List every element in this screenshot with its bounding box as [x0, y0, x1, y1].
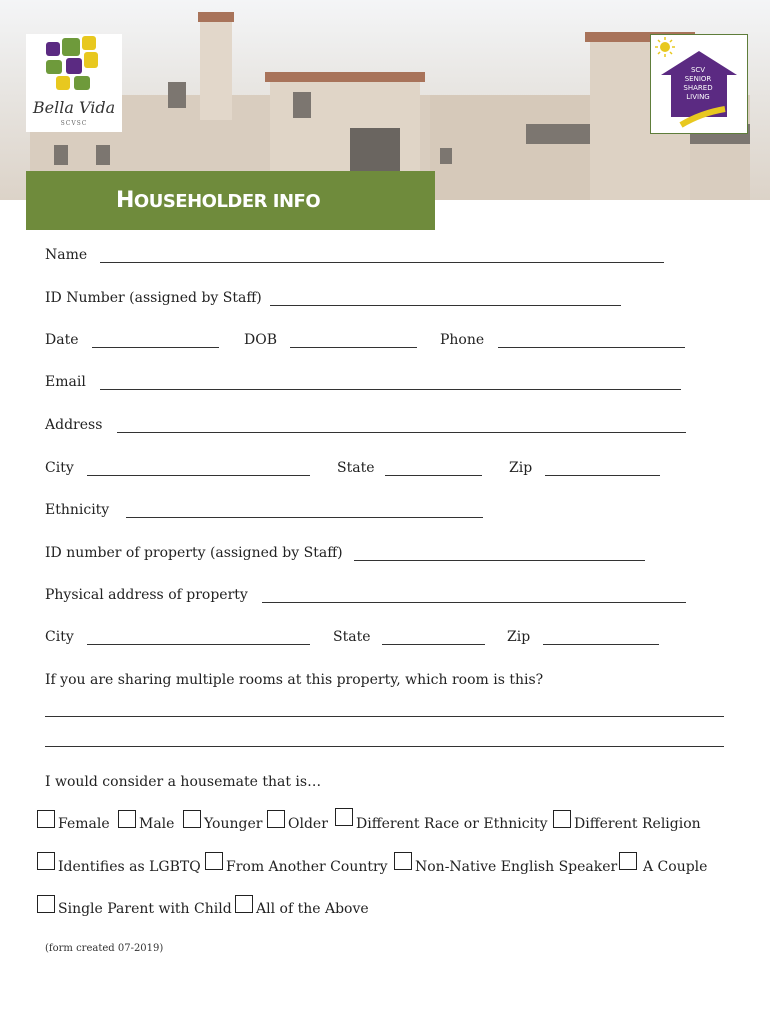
- name-label: Name: [45, 247, 88, 263]
- male-label: Male: [139, 816, 175, 832]
- different-race-checkbox[interactable]: [335, 808, 353, 826]
- logo-wordmark: Bella Vida: [32, 98, 116, 117]
- younger-checkbox[interactable]: [183, 810, 201, 828]
- another-country-label: From Another Country: [226, 859, 388, 875]
- property-state-field[interactable]: [382, 644, 485, 645]
- property-city-field[interactable]: [87, 644, 310, 645]
- female-checkbox[interactable]: [37, 810, 55, 828]
- ethnicity-label: Ethnicity: [45, 502, 110, 518]
- rooms-answer-line-1[interactable]: [45, 716, 724, 717]
- address-field[interactable]: [117, 432, 686, 433]
- property-address-field[interactable]: [262, 602, 686, 603]
- male-checkbox[interactable]: [118, 810, 136, 828]
- property-id-label: ID number of property (assigned by Staff): [45, 545, 343, 561]
- female-label: Female: [58, 816, 110, 832]
- lgbtq-checkbox[interactable]: [37, 852, 55, 870]
- address-label: Address: [45, 417, 103, 433]
- page-title: HOUSEHOLDER INFO: [116, 188, 321, 213]
- name-field[interactable]: [100, 262, 664, 263]
- property-zip-label: Zip: [507, 629, 531, 645]
- single-parent-label: Single Parent with Child: [58, 901, 232, 917]
- bella-vida-logo: [26, 34, 122, 132]
- city-field[interactable]: [87, 475, 310, 476]
- phone-field[interactable]: [498, 347, 685, 348]
- id-number-label: ID Number (assigned by Staff): [45, 290, 262, 306]
- state-field[interactable]: [385, 475, 482, 476]
- different-religion-label: Different Religion: [574, 816, 701, 832]
- property-zip-field[interactable]: [543, 644, 659, 645]
- property-city-label: City: [45, 629, 74, 645]
- zip-label: Zip: [509, 460, 533, 476]
- logo-subtext: SCVSC: [60, 120, 88, 127]
- date-field[interactable]: [92, 347, 219, 348]
- property-address-label: Physical address of property: [45, 587, 248, 603]
- zip-field[interactable]: [545, 475, 660, 476]
- single-parent-checkbox[interactable]: [37, 895, 55, 913]
- couple-label: A Couple: [643, 859, 708, 875]
- different-religion-checkbox[interactable]: [553, 810, 571, 828]
- older-checkbox[interactable]: [267, 810, 285, 828]
- scv-logo-text: SCV SENIOR SHARED LIVING: [683, 66, 713, 101]
- dob-field[interactable]: [290, 347, 417, 348]
- id-number-field[interactable]: [270, 305, 621, 306]
- city-label: City: [45, 460, 74, 476]
- rooms-question: If you are sharing multiple rooms at this property, which room is this?: [45, 672, 544, 688]
- non-native-english-checkbox[interactable]: [394, 852, 412, 870]
- housemate-prompt: I would consider a housemate that is…: [45, 774, 322, 790]
- lgbtq-label: Identifies as LGBTQ: [58, 859, 201, 875]
- phone-label: Phone: [440, 332, 485, 348]
- state-label: State: [337, 460, 375, 476]
- dob-label: DOB: [244, 332, 277, 348]
- ethnicity-field[interactable]: [126, 517, 483, 518]
- all-of-the-above-checkbox[interactable]: [235, 895, 253, 913]
- form-created-note: (form created 07-2019): [45, 943, 164, 954]
- date-label: Date: [45, 332, 79, 348]
- different-race-label: Different Race or Ethnicity: [356, 816, 548, 832]
- older-label: Older: [288, 816, 328, 832]
- non-native-english-label: Non-Native English Speaker: [415, 859, 618, 875]
- another-country-checkbox[interactable]: [205, 852, 223, 870]
- rooms-answer-line-2[interactable]: [45, 746, 724, 747]
- younger-label: Younger: [204, 816, 263, 832]
- email-label: Email: [45, 374, 86, 390]
- email-field[interactable]: [100, 389, 681, 390]
- property-id-field[interactable]: [354, 560, 645, 561]
- all-of-the-above-label: All of the Above: [256, 901, 369, 917]
- property-state-label: State: [333, 629, 371, 645]
- couple-checkbox[interactable]: [619, 852, 637, 870]
